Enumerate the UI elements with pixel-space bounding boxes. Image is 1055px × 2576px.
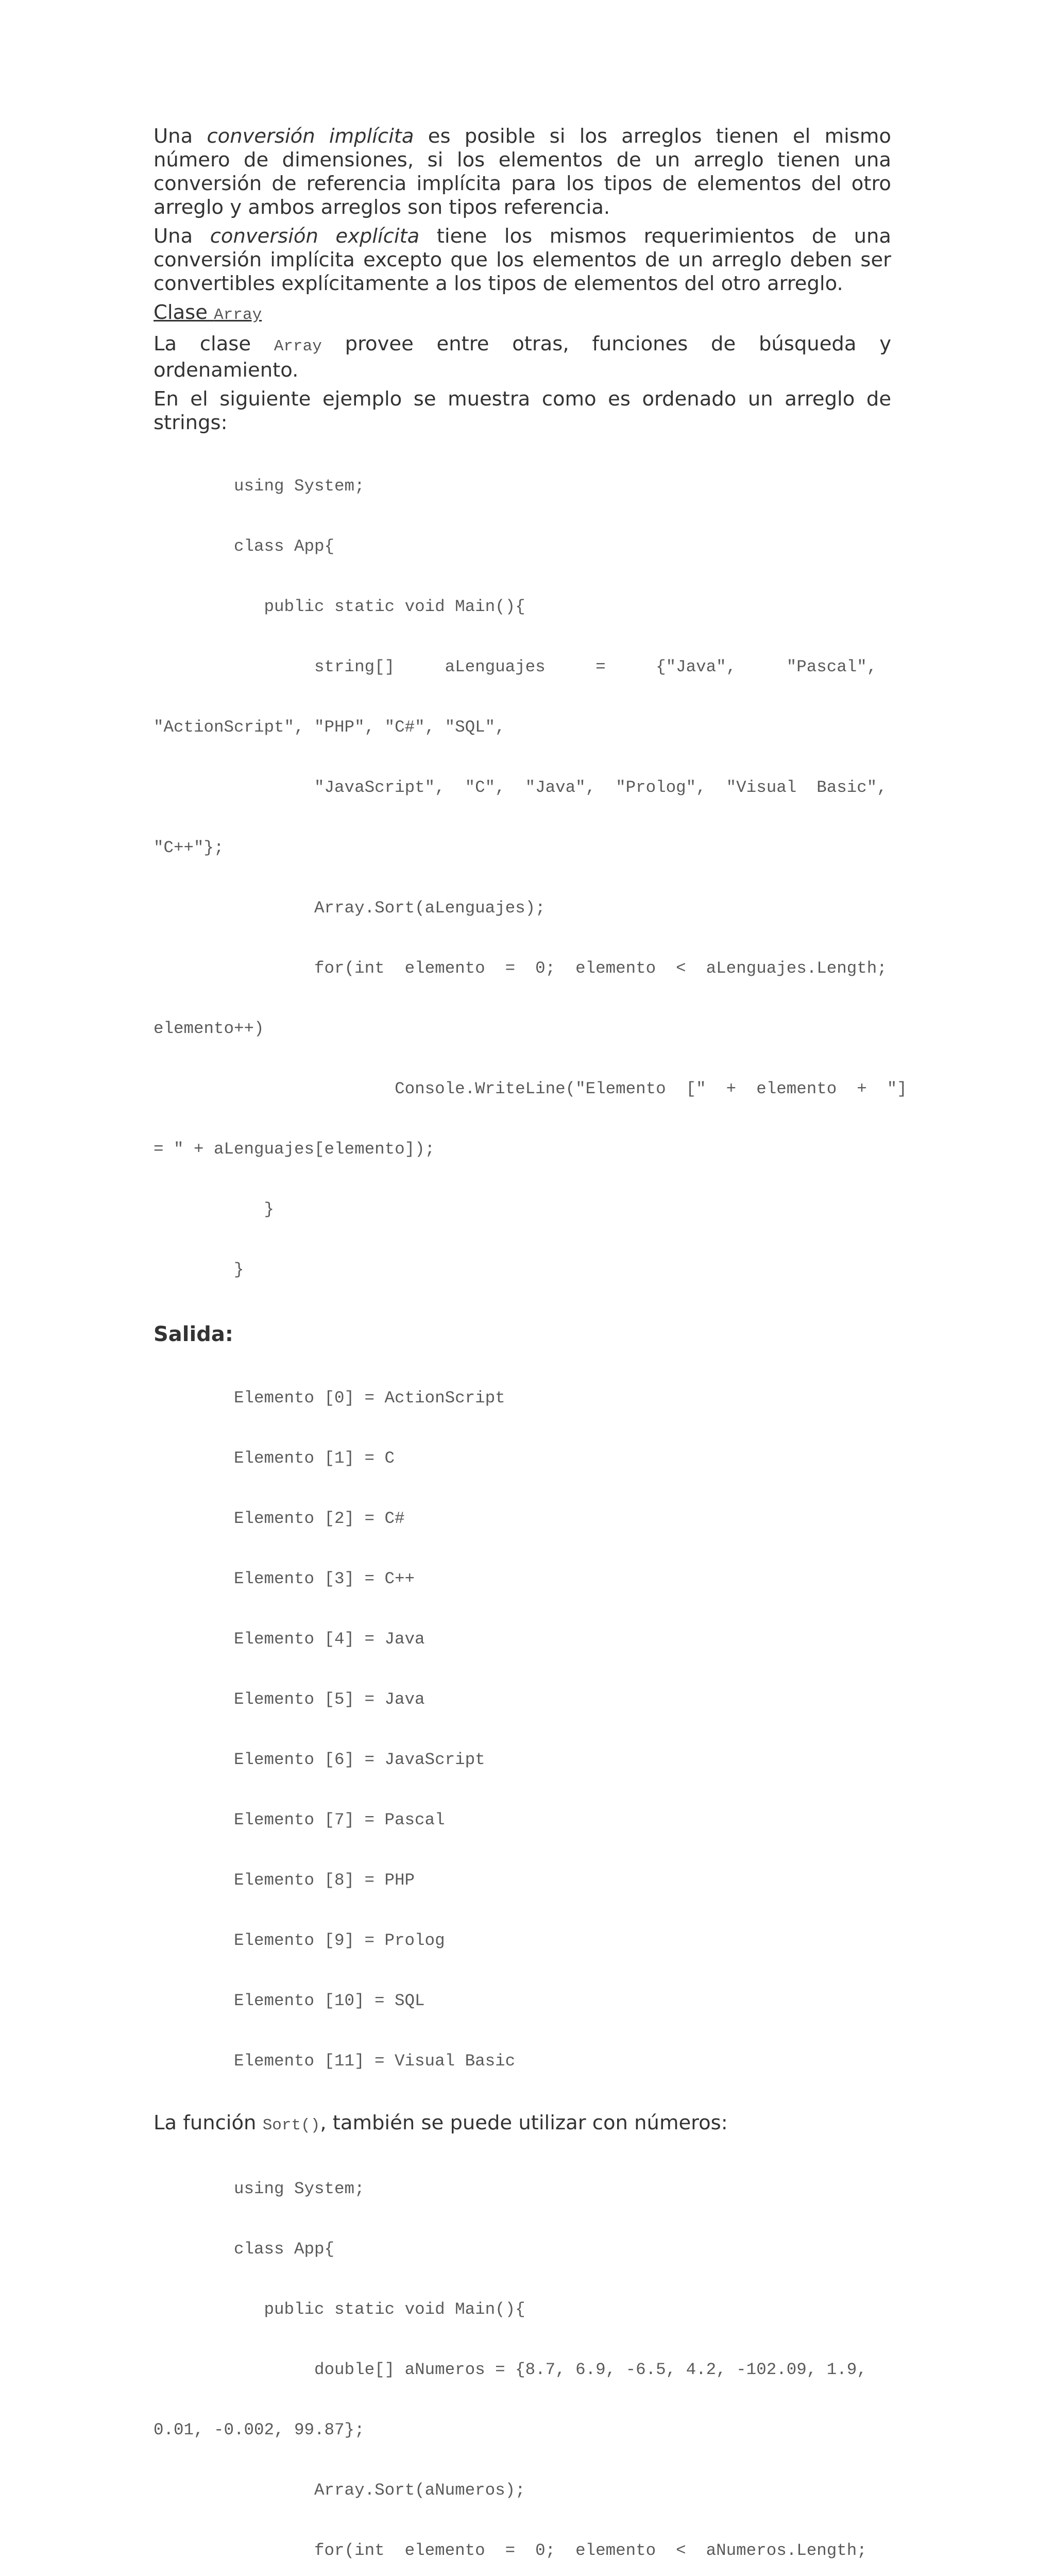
inline-code: Sort() <box>262 2116 320 2134</box>
emphasis-term: conversión implícita <box>207 125 414 148</box>
code-block-numbers <box>154 2139 891 2576</box>
paragraph-array-class <box>154 332 891 382</box>
code-line: = " + aLenguajes[elemento]); <box>154 1140 435 1159</box>
output-line: Elemento [1] = C <box>234 1449 395 1468</box>
output-line: Elemento [0] = ActionScript <box>234 1388 505 1408</box>
output-line: Elemento [5] = Java <box>234 1690 425 1709</box>
inline-code: Array <box>274 337 322 355</box>
output-block-strings <box>234 1348 891 2111</box>
paragraph-implicit-conversion <box>154 125 891 219</box>
output-line: Elemento [6] = JavaScript <box>234 1750 485 1769</box>
code-line: double[] aNumeros = {8.7, 6.9, -6.5, 4.2, -102.09, 1.9, <box>154 2360 867 2379</box>
output-line: Elemento [2] = C# <box>234 1509 405 1528</box>
text: , también se puede utilizar con números: <box>320 2111 728 2134</box>
text: es posible si los arreglos tienen el mismo número de dimensiones, si los elementos de un arreglo tienen una conversión de referencia implícita para los tipos de elementos del otro arreglo y ambos arreglos son tipos referencia. <box>154 125 891 219</box>
code-line: "ActionScript", "PHP", "C#", "SQL", <box>154 718 505 737</box>
code-line: for(int elemento = 0; elemento < aLenguajes.Length; <box>154 959 887 978</box>
output-line: Elemento [4] = Java <box>234 1630 425 1649</box>
output-line: Elemento [8] = PHP <box>234 1871 415 1890</box>
output-label: Salida: <box>154 1323 233 1346</box>
section-heading-clase-array <box>154 301 891 327</box>
code-line: "C++"}; <box>154 838 224 857</box>
code-line: class App{ <box>154 537 335 556</box>
code-line: using System; <box>154 477 365 496</box>
output-line: Elemento [11] = Visual Basic <box>234 2052 516 2071</box>
code-line: Array.Sort(aLenguajes); <box>154 899 546 918</box>
code-line: class App{ <box>154 2240 335 2259</box>
output-line: Elemento [7] = Pascal <box>234 1810 445 1829</box>
output-line: Elemento [10] = SQL <box>234 1991 425 2010</box>
text: tiene los mismos requerimientos de una conversión implícita excepto que los elementos de un arreglo deben ser convertibles explícitamente a los tipos de elementos del otro arreglo. <box>154 225 891 295</box>
paragraph-example-intro: En el siguiente ejemplo se muestra como es ordenado un arreglo de strings: <box>154 387 891 434</box>
emphasis-term: conversión explícita <box>210 225 420 248</box>
output-line: Elemento [3] = C++ <box>234 1569 415 1588</box>
text: Una <box>154 125 207 148</box>
text: provee entre otras, funciones de búsqueda y ordenamiento. <box>154 332 891 382</box>
heading-label: Clase <box>154 301 214 324</box>
heading-text <box>154 301 262 324</box>
paragraph-sort-numbers <box>154 2111 891 2138</box>
code-line: } <box>154 1200 275 1219</box>
code-line: "JavaScript", "C", "Java", "Prolog", "Visual Basic", <box>154 778 887 797</box>
code-line: Array.Sort(aNumeros); <box>154 2481 525 2500</box>
code-line: elemento++) <box>154 1019 264 1038</box>
output-line: Elemento [9] = Prolog <box>234 1931 445 1950</box>
code-line: 0.01, -0.002, 99.87}; <box>154 2420 365 2439</box>
code-line: public static void Main(){ <box>154 2300 525 2319</box>
code-line: string[] aLenguajes = {"Java", "Pascal", <box>154 657 877 676</box>
text: La función <box>154 2111 263 2134</box>
code-block-strings <box>154 436 907 1320</box>
code-line: Console.WriteLine("Elemento [" + elemento + "] <box>154 1079 907 1098</box>
code-line: using System; <box>154 2179 365 2198</box>
code-line: for(int elemento = 0; elemento < aNumeros.Length; <box>154 2541 867 2560</box>
heading-code: Array <box>214 306 262 324</box>
paragraph-explicit-conversion <box>154 225 891 296</box>
text: La clase <box>154 332 274 355</box>
text: Una <box>154 225 210 248</box>
code-line: public static void Main(){ <box>154 597 525 616</box>
document-page <box>154 125 907 2576</box>
code-line: } <box>154 1260 244 1279</box>
